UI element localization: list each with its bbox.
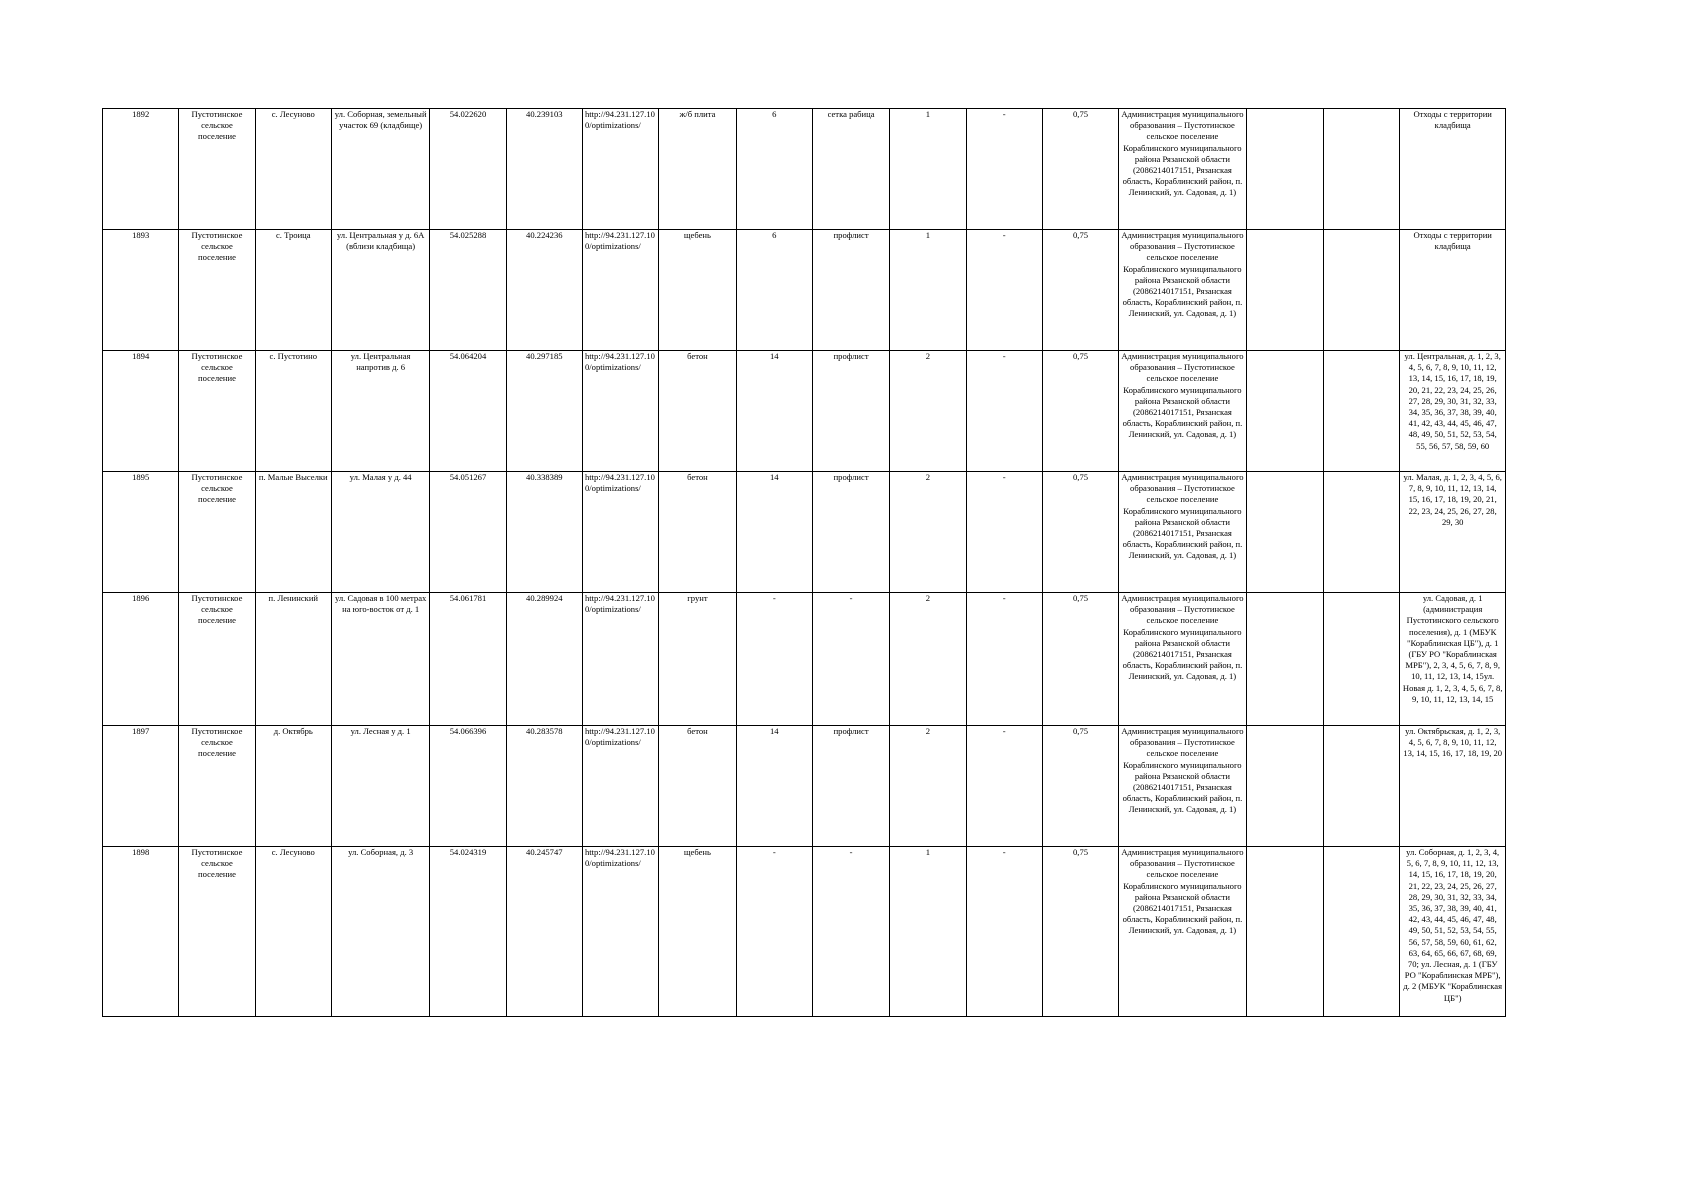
cell-latitude: 54.051267 (430, 472, 506, 593)
cell-longitude: 40.283578 (506, 726, 582, 847)
cell-settlement: Пустотинское сельское поселение (179, 472, 255, 593)
cell-empty (1246, 109, 1323, 230)
cell-area: 14 (736, 726, 812, 847)
cell-number: 1894 (103, 351, 179, 472)
cell-bunker: - (966, 230, 1042, 351)
cell-owner: Администрация муниципального образования – Пустотинское сельское поселение Кораблинского муниципального района Рязанской области (2086214017151, Рязанская область, Кораблинский район, п. Ленинский, ул. Садовая, д. 1) (1119, 230, 1247, 351)
cell-empty (1246, 351, 1323, 472)
cell-bunker: - (966, 472, 1042, 593)
cell-surface: щебень (659, 230, 736, 351)
cell-bunker: - (966, 593, 1042, 726)
cell-settlement: Пустотинское сельское поселение (179, 593, 255, 726)
table-row (103, 726, 1506, 847)
cell-locality: с. Троица (255, 230, 331, 351)
cell-volume: 0,75 (1042, 472, 1118, 593)
cell-waste-sources: ул. Малая, д. 1, 2, 3, 4, 5, 6, 7, 8, 9, 10, 11, 12, 13, 14, 15, 16, 17, 18, 19, 20, 21, 22, 23, 24, 25, 26, 27, 28, 29, 30 (1400, 472, 1506, 593)
cell-volume: 0,75 (1042, 726, 1118, 847)
cell-waste-sources: Отходы с территории кладбища (1400, 109, 1506, 230)
cell-volume: 0,75 (1042, 230, 1118, 351)
cell-empty (1246, 472, 1323, 593)
cell-containers: 1 (890, 109, 966, 230)
table-row (103, 472, 1506, 593)
table-row (103, 109, 1506, 230)
cell-volume: 0,75 (1042, 351, 1118, 472)
table-row (103, 230, 1506, 351)
cell-area: 6 (736, 109, 812, 230)
cell-area: - (736, 847, 812, 1017)
cell-surface: бетон (659, 726, 736, 847)
cell-locality: п. Малые Выселки (255, 472, 331, 593)
cell-empty (1246, 726, 1323, 847)
cell-containers: 1 (890, 230, 966, 351)
cell-containers: 2 (890, 726, 966, 847)
cell-number: 1898 (103, 847, 179, 1017)
cell-fence: профлист (812, 726, 889, 847)
table-row (103, 351, 1506, 472)
cell-latitude: 54.061781 (430, 593, 506, 726)
cell-url: http://94.231.127.10 0/optimizations/ (582, 593, 658, 726)
cell-surface: грунт (659, 593, 736, 726)
cell-surface: щебень (659, 847, 736, 1017)
cell-url: http://94.231.127.10 0/optimizations/ (582, 847, 658, 1017)
table-row (103, 847, 1506, 1017)
cell-settlement: Пустотинское сельское поселение (179, 847, 255, 1017)
cell-area: 14 (736, 472, 812, 593)
cell-fence: профлист (812, 472, 889, 593)
cell-containers: 2 (890, 472, 966, 593)
cell-settlement: Пустотинское сельское поселение (179, 351, 255, 472)
cell-latitude: 54.025288 (430, 230, 506, 351)
cell-number: 1893 (103, 230, 179, 351)
cell-locality: с. Лесуново (255, 847, 331, 1017)
cell-empty (1324, 230, 1400, 351)
cell-owner: Администрация муниципального образования – Пустотинское сельское поселение Кораблинского муниципального района Рязанской области (2086214017151, Рязанская область, Кораблинский район, п. Ленинский, ул. Садовая, д. 1) (1119, 351, 1247, 472)
cell-owner: Администрация муниципального образования – Пустотинское сельское поселение Кораблинского муниципального района Рязанской области (2086214017151, Рязанская область, Кораблинский район, п. Ленинский, ул. Садовая, д. 1) (1119, 109, 1247, 230)
cell-number: 1895 (103, 472, 179, 593)
cell-owner: Администрация муниципального образования – Пустотинское сельское поселение Кораблинского муниципального района Рязанской области (2086214017151, Рязанская область, Кораблинский район, п. Ленинский, ул. Садовая, д. 1) (1119, 726, 1247, 847)
cell-fence: сетка рабица (812, 109, 889, 230)
cell-number: 1896 (103, 593, 179, 726)
cell-latitude: 54.024319 (430, 847, 506, 1017)
cell-volume: 0,75 (1042, 847, 1118, 1017)
cell-empty (1324, 109, 1400, 230)
cell-waste-sources: ул. Октябрьская, д. 1, 2, 3, 4, 5, 6, 7, 8, 9, 10, 11, 12, 13, 14, 15, 16, 17, 18, 19, 20 (1400, 726, 1506, 847)
cell-bunker: - (966, 847, 1042, 1017)
cell-longitude: 40.289924 (506, 593, 582, 726)
registry-table (102, 108, 1506, 1017)
cell-waste-sources: ул. Центральная, д. 1, 2, 3, 4, 5, 6, 7, 8, 9, 10, 11, 12, 13, 14, 15, 16, 17, 18, 19, 20, 21, 22, 23, 24, 25, 26, 27, 28, 29, 30, 31, 32, 33, 34, 35, 36, 37, 38, 39, 40, 41, 42, 43, 44, 45, 46, 47, 48, 49, 50, 51, 52, 53, 54, 55, 56, 57, 58, 59, 60 (1400, 351, 1506, 472)
cell-surface: ж/б плита (659, 109, 736, 230)
cell-containers: 1 (890, 847, 966, 1017)
cell-area: 14 (736, 351, 812, 472)
cell-address: ул. Центральная у д. 6А (вблизи кладбища) (331, 230, 429, 351)
cell-volume: 0,75 (1042, 109, 1118, 230)
cell-empty (1324, 726, 1400, 847)
cell-bunker: - (966, 109, 1042, 230)
cell-empty (1246, 593, 1323, 726)
cell-address: ул. Малая у д. 44 (331, 472, 429, 593)
cell-bunker: - (966, 351, 1042, 472)
cell-latitude: 54.022620 (430, 109, 506, 230)
cell-owner: Администрация муниципального образования – Пустотинское сельское поселение Кораблинского муниципального района Рязанской области (2086214017151, Рязанская область, Кораблинский район, п. Ленинский, ул. Садовая, д. 1) (1119, 472, 1247, 593)
cell-containers: 2 (890, 593, 966, 726)
cell-locality: п. Ленинский (255, 593, 331, 726)
cell-owner: Администрация муниципального образования – Пустотинское сельское поселение Кораблинского муниципального района Рязанской области (2086214017151, Рязанская область, Кораблинский район, п. Ленинский, ул. Садовая, д. 1) (1119, 593, 1247, 726)
cell-containers: 2 (890, 351, 966, 472)
cell-surface: бетон (659, 472, 736, 593)
cell-empty (1324, 847, 1400, 1017)
cell-fence: - (812, 593, 889, 726)
cell-address: ул. Садовая в 100 метрах на юго-восток от д. 1 (331, 593, 429, 726)
cell-locality: д. Октябрь (255, 726, 331, 847)
table-row (103, 593, 1506, 726)
cell-surface: бетон (659, 351, 736, 472)
cell-url: http://94.231.127.10 0/optimizations/ (582, 351, 658, 472)
cell-latitude: 54.066396 (430, 726, 506, 847)
cell-empty (1246, 847, 1323, 1017)
cell-waste-sources: ул. Садовая, д. 1 (администрация Пустотинского сельского поселения), д. 1 (МБУК "Кораблинская ЦБ"), д. 1 (ГБУ РО "Кораблинская МРБ"), 2, 3, 4, 5, 6, 7, 8, 9, 10, 11, 12, 13, 14, 15ул. Новая д. 1, 2, 3, 4, 5, 6, 7, 8, 9, 10, 11, 12, 13, 14, 15 (1400, 593, 1506, 726)
cell-locality: с. Лесуново (255, 109, 331, 230)
cell-address: ул. Лесная у д. 1 (331, 726, 429, 847)
cell-waste-sources: ул. Соборная, д. 1, 2, 3, 4, 5, 6, 7, 8, 9, 10, 11, 12, 13, 14, 15, 16, 17, 18, 19, 20, 21, 22, 23, 24, 25, 26, 27, 28, 29, 30, 31, 32, 33, 34, 35, 36, 37, 38, 39, 40, 41, 42, 43, 44, 45, 46, 47, 48, 49, 50, 51, 52, 53, 54, 55, 56, 57, 58, 59, 60, 61, 62, 63, 64, 65, 66, 67, 68, 69, 70; ул. Лесная, д. 1 (ГБУ РО "Кораблинская МРБ"), д. 2 (МБУК "Кораблинская ЦБ") (1400, 847, 1506, 1017)
cell-area: - (736, 593, 812, 726)
cell-owner: Администрация муниципального образования – Пустотинское сельское поселение Кораблинского муниципального района Рязанской области (2086214017151, Рязанская область, Кораблинский район, п. Ленинский, ул. Садовая, д. 1) (1119, 847, 1247, 1017)
cell-empty (1324, 472, 1400, 593)
cell-latitude: 54.064204 (430, 351, 506, 472)
cell-settlement: Пустотинское сельское поселение (179, 726, 255, 847)
cell-url: http://94.231.127.10 0/optimizations/ (582, 109, 658, 230)
cell-empty (1246, 230, 1323, 351)
cell-volume: 0,75 (1042, 593, 1118, 726)
cell-url: http://94.231.127.10 0/optimizations/ (582, 726, 658, 847)
cell-settlement: Пустотинское сельское поселение (179, 230, 255, 351)
cell-empty (1324, 593, 1400, 726)
cell-locality: с. Пустотино (255, 351, 331, 472)
cell-area: 6 (736, 230, 812, 351)
cell-empty (1324, 351, 1400, 472)
cell-url: http://94.231.127.10 0/optimizations/ (582, 230, 658, 351)
cell-longitude: 40.338389 (506, 472, 582, 593)
cell-fence: - (812, 847, 889, 1017)
cell-settlement: Пустотинское сельское поселение (179, 109, 255, 230)
cell-number: 1897 (103, 726, 179, 847)
cell-bunker: - (966, 726, 1042, 847)
cell-longitude: 40.239103 (506, 109, 582, 230)
cell-address: ул. Соборная, земельный участок 69 (кладбище) (331, 109, 429, 230)
cell-waste-sources: Отходы с территории кладбища (1400, 230, 1506, 351)
cell-url: http://94.231.127.10 0/optimizations/ (582, 472, 658, 593)
cell-address: ул. Соборная, д. 3 (331, 847, 429, 1017)
cell-fence: профлист (812, 351, 889, 472)
cell-number: 1892 (103, 109, 179, 230)
cell-fence: профлист (812, 230, 889, 351)
cell-longitude: 40.224236 (506, 230, 582, 351)
cell-longitude: 40.297185 (506, 351, 582, 472)
cell-longitude: 40.245747 (506, 847, 582, 1017)
cell-address: ул. Центральная напротив д. 6 (331, 351, 429, 472)
